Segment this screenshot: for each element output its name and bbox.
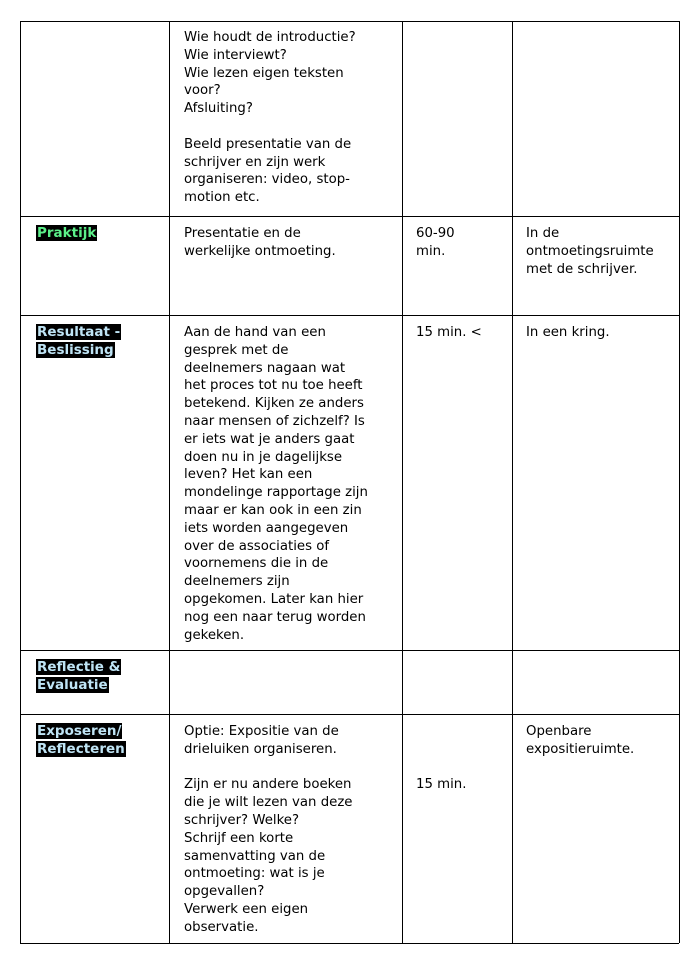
row-2-time: 15 min. < bbox=[416, 325, 482, 340]
row-divider-3 bbox=[20, 650, 679, 651]
row-2-phase-label: Resultaat - Beslissing bbox=[37, 324, 121, 358]
row-1-location: In de ontmoetingsruimte met de schrijver. bbox=[526, 226, 654, 277]
row-4-time: 15 min. bbox=[416, 777, 467, 793]
row-divider-1 bbox=[20, 216, 679, 217]
row-1-time: 60-90 min. bbox=[416, 226, 455, 259]
row-4-description: Optie: Expositie van de drieluiken organiseren. Zijn er nu andere boeken die je wilt lezen van deze schrijver? Welke? Schrijf een korte samenvatting van de ontmoeting: wat is je opgevallen? Verwerk een eigen observatie. bbox=[184, 724, 353, 935]
row-2-description: Aan de hand van een gesprek met de deelnemers nagaan wat het proces tot nu toe heeft betekend. Kijken ze anders naar mensen of zichzelf? Is er iets wat je anders gaat doen nu in je dagelijkse leven? Het kan een mondelinge rapportage zijn maar er kan ook in een zin iets worden aangegeven over de associaties of voornemens die in de deelnemers zijn opgekomen. Later kan hier nog een naar terug worden gekeken. bbox=[184, 325, 368, 643]
row-1-phase-label: Praktijk bbox=[37, 225, 97, 241]
row-0-description: Wie houdt de introductie? Wie interviewt? Wie lezen eigen teksten voor? Afsluiting? Beeld presentatie van de schrijver en zijn werk organiseren: video, stop- motion etc. bbox=[184, 30, 356, 206]
row-divider-4 bbox=[20, 714, 679, 715]
column-divider-1 bbox=[169, 21, 170, 943]
table-border-top bbox=[20, 21, 679, 22]
column-divider-3 bbox=[512, 21, 513, 943]
row-2-location: In een kring. bbox=[526, 325, 610, 340]
table-border-bottom bbox=[20, 943, 679, 944]
row-4-phase-label: Exposeren/ Reflecteren bbox=[37, 723, 125, 757]
table-border-right bbox=[679, 21, 680, 943]
row-4-location: Openbare expositieruimte. bbox=[526, 724, 635, 757]
row-3-phase-label: Reflectie & Evaluatie bbox=[37, 659, 121, 693]
row-1-description: Presentatie en de werkelijke ontmoeting. bbox=[184, 226, 336, 259]
column-divider-2 bbox=[402, 21, 403, 943]
table-border-left bbox=[20, 21, 21, 943]
row-divider-2 bbox=[20, 315, 679, 316]
